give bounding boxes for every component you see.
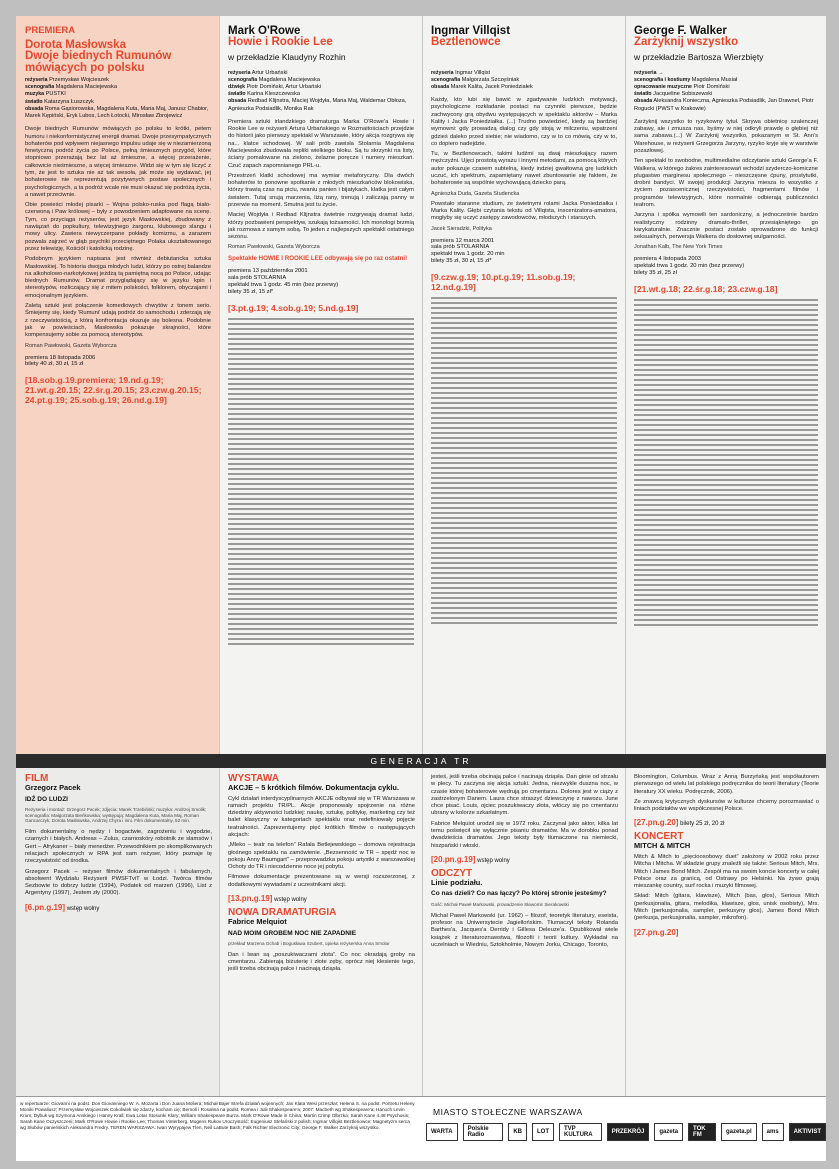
logo-przekroj: PRZEKRÓJ	[607, 1123, 650, 1141]
lower-column-odczyt	[422, 768, 625, 1096]
review-source: Agnieszka Duda, Gazeta Studencka	[431, 190, 520, 197]
play-description: Każdy, kto lubi się bawić w zgadywanie ludzkich motywacji, psychologiczne rozkładanie postaci na czynniki pierwsze, będzie zachwycony grą obydwu występujących w spektaklu aktorów – Marka Kality i Jacka Poniedziałka. (...) Trudno powiedzieć, kiedy są bardziej wymowni: gdy prowadzą dialog czy gdy stoją w milczeniu, wpatrzeni gdzieś daleko przed siebie; nie wiadomo, czy w to co mówią, czy w to, co dopiero nadejdzie. Tu, w Beztlenowcach, takimi ludźmi są dwaj mieszkający razem mężczyźni. Ujęci prostotą wyrazu i innymi metodami, za pomocą których autor pokazuje czasem subtelną, kiedy indziej gwałtowną grę ludzkich uczuć, ich spektrum, zapamiętany nawet zbuntowanie się faktem, że bohaterowie są wspólnie wychowującą dziecko parą.	[431, 97, 617, 187]
event-date: [6.pn.g.19] wstęp wolny	[25, 902, 100, 912]
column-beztlenowce	[422, 16, 625, 754]
event-credits: Reżyseria i montaż: Grzegorz Pacek; zdjęcia: Marek Trzebiński; muzyka: Andrzej Smolik; scenografia: Małgorzata Bieńkowska; występują: Magdalena Kuta, Maria Maj, Roman Gancarczyk, Dorota Masłowska, Andrzej Chyra i inni. Film dokumentalny, 52 min.	[25, 807, 207, 824]
credits: reżyseria → scenografia i kostiumy Magdalena Musiał opracowanie muzyczne Piotr Domiński światło Jacqueline Sobiszewski obsada Aleksandra Konieczna, Agnieszka Podsiadlik, Jan Drawnel, Piotr Rogucki (PWST w Krakowie)	[634, 69, 814, 112]
column-howie	[219, 16, 422, 754]
generation-tr-bar: GENERACJA TR	[16, 754, 826, 768]
column-zarzyknij	[625, 16, 826, 754]
play-author: Ingmar Villqist	[431, 25, 511, 37]
performance-info: premiera 4 listopada 2003 spektakl trwa 1 godz. 20 min (bez przerwy) bilety 35 zł, 25 zł	[634, 256, 745, 277]
section-kicker: PREMIERA	[25, 25, 76, 36]
logo-tvp-kultura: TVP KULTURA	[559, 1123, 602, 1141]
logo-warta: WARTA	[426, 1123, 458, 1141]
sponsor-logos	[426, 1123, 826, 1141]
event-head: AKCJE – 5 krótkich filmów. Dokumentacja cyklu.	[228, 783, 399, 792]
event-description: jesteś, jeśli trzeba obcinają palce i nacinają dziąsła. Dan ginie od strzału w plecy. Tu zaczyna się akcja sztuki. Jedna, niezwykle duszna noc, w czasie której bohaterowie wędrują po cmentarzu. Dolores jest w ciąży z zastrzelonym Danem. Laura chce straszyć dziewczynę z nawozu. June chce pisać. Louis, ojciec poszukiwaczy złota, włóczy się po cmentarzu ubrany w kolorze szkarłatnym. Fabrice Melquiot urodził się w 1972 roku. Zaczynał jako aktor, kilka lat temu poświęcił się wyłącznie pisaniu dramatów. Ma w dorobku ponad dwadzieścia dramatów. Jego teksty były tłumaczone na niemiecki, hiszpański i włoski.	[431, 774, 618, 849]
lower-column-koncert	[625, 768, 826, 1096]
logo-tok-fm: TOK FM	[688, 1123, 716, 1141]
play-author: Mark O'Rowe	[228, 25, 301, 37]
performance-dates: [3.pt.g.19; 4.sob.g.19; 5.nd.g.19]	[228, 302, 359, 313]
review-source: Roman Pawłowski, Gazeta Wyborcza	[25, 342, 117, 349]
hatched-area	[431, 297, 617, 627]
logo-gazeta-pl: gazeta.pl	[721, 1123, 757, 1141]
event-subhead: IDŹ DO LUDZI	[25, 795, 68, 803]
play-title: Howie i Rookie Lee	[228, 36, 333, 48]
logo-gazeta: gazeta	[654, 1123, 683, 1141]
event-description-2: Mitch & Mitch to „pięcioosobowy duet” założony w 2002 roku przez Mitcha i Mitcha. W składzie grupy znaleźli się także: Serious Mitch, Mrs. Mitch i James Bond Mitch. Zespół ma na swoim koncie koncerty w całej Polsce oraz za granicą, od Ostrawy po Helsinki. Na żywo grają mieszankę country, surf rocka i muzyki filmowej. Skład: Mitch (gitara, klawisze), Mitch (bas, głos), Serious Mitch (perkusjonalia, gitara, melodika, klawisze, głos, unisk osobisty), Mrs. Mitch (perkusjonalia, sampler, perkusyny głos), James Bond Mitch (perkusja, perkusjonalia, sampler, mikrofon).	[634, 853, 819, 922]
hatched-area	[634, 299, 818, 629]
play-description: Premiera sztuki irlandzkiego dramaturga Marka O'Rowe'a Howie i Rookie Lee w reżyserii Artura Urbańskiego w Rozmaitościach przejdzie do historii jako pierwszy spektakl w Warszawie, który akcja rozgrywa się na... klatce schodowej. W sali prób zawisła Stolarnia Magdalena Maciejewska zbudowała repliki wielkiego bloku. Są tu skrzynki na listy, ściany pomalowane na zielono, żelazne poręcze i numery mieszkań. Czuć zapach zapomnianego PRL-u. Przestrzeń klatki schodowej ma wymiar metaforyczny. Dla dwóch bohaterów to ponowne spotkanie z młodych mieszkańców blokowiska, którzy trawią czas na piciu, rwaniu panien i bijatykach, klatka jest całym światem. Tutaj snują marzenia, liżą rany, trenują i zaliczają panny w przerwie na moment. Smutna jest tu życie. Maciej Wojdyła i Redbad Klijnstra świetnie rozgrywają dramat ludzi, którzy pozbawieni perspektyw, szukają tożsamości. Ich monologi brzmią jak rozmowa z samym sobą. To jeden z najlepszych spektakli ostatniego sezonu.	[228, 118, 414, 241]
section-kicker-2: ODCZYT	[431, 867, 473, 879]
credits: reżyseria Artur Urbański scenografia Magdalena Maciejewska dźwięk Piotr Domiński, Artur Urbański światło Karina Kleszczewska obsada Redbad Klijnstra, Maciej Wojdyła, Maria Maj, Waldemar Obłoza, Agnieszka Podsiadlik, Monika Rak	[228, 69, 407, 112]
logo-kb: KB	[508, 1123, 527, 1141]
section-kicker-2: KONCERT	[634, 831, 684, 843]
play-description-2: Powstało staranne studium, ze świetnymi rolami Jacka Poniedziałka i Marka Kality. Głębi czytania tekstu od Villqista, inscenizatora-amatora, mogłyby się uczyć zastępy zawodowców, młodszych i starszych.	[431, 200, 617, 222]
credits: reżyseria Ingmar Villqist scenografia Małgorzata Szczęśniak obsada Marek Kalita, Jacek Poniedziałek	[431, 69, 533, 90]
section-kicker: FILM	[25, 773, 49, 784]
performance-dates: [18.sob.g.19.premiera; 19.nd.g.19; 21.wt.g.20.15; 22.śr.g.20.15; 23.czw.g.20.15; 24.pt.g.19; 25.sob.g.19; 26.nd.g.19]	[25, 375, 202, 406]
event-credits-2: Gość: Michał Paweł Markowski, prowadzenie Sławomir Sierakowski	[431, 901, 569, 907]
event-date: [20.pn.g.19] wstęp wolny	[431, 854, 510, 864]
event-description-2: Michał Paweł Markowski (ur. 1962) – filozof, teoretyk literatury, eseista, profesor na Uniwersytecie Jagiellońskim. Tłumaczył teksty Rolanda Barthes'a, Jacques'a Derridy i Gillesa Deleuze'a. Opublikował wiele książek z literaturoznawstwa, filozofii i teorii kultury. Wykładał na uczelniach w Wiedniu, Sztokholmie, Nowym Jorku, Chicago, Toronto,	[431, 912, 618, 948]
logo-polskie-radio: Polskie Radio	[463, 1123, 504, 1141]
play-author: George F. Walker	[634, 25, 727, 37]
play-author: Dorota Masłowska	[25, 39, 126, 51]
patron-label: MIASTO STOŁECZNE WARSZAWA	[433, 1107, 583, 1117]
review-source: Roman Pawłowski, Gazeta Wyborcza	[228, 244, 320, 251]
event-date-2: [27.pn.g.20]	[634, 927, 679, 937]
last-shows-notice: Spektakle HOWIE I ROOKIE LEE odbywają się po raz ostatni!	[228, 255, 408, 263]
event-subhead-2: Co nas dzieli? Co nas łączy? Po której stronie jesteśmy?	[431, 890, 607, 898]
event-description-2: Dan i Iwan są „poszukiwaczami złota”. Co noc okradają groby na cmentarzu. Zabierają biżuterię i złote zęby, oprócz niej klesienie tego, jeśli trzeba obcinają palce i nacinają dziąsła.	[228, 951, 415, 973]
logo-lot: LOT	[532, 1123, 554, 1141]
poster	[16, 16, 826, 1161]
play-title: Zarżyknij wszystko	[634, 36, 739, 48]
event-description: Bloomington, Columbus. Wraz z Anną Burzyńską jest współautorem pierwszego od wielu lat polskiego podręcznika do teorii literatury (Teorie literatury XX wieku. Podręcznik, 2006). Ze znawcą krytycznych dyskursów w kulturze chcemy porozmawiać o liniach podziałów we współczesnej Polsce.	[634, 774, 819, 813]
translator	[431, 52, 617, 62]
footer	[16, 1096, 826, 1161]
column-premiera	[16, 16, 219, 754]
event-description: Cykl działań interdyscyplinarnych AKCJE odbywał się w TR Warszawa w ramach projektu TR/PL. Akcje proponowały spojrzenie na różne dziedziny aktywności ludzkiej: naukę, sztukę, politykę, marketing czy też balet klasyczny w kategoriach spektaklu oraz redefiniowały pojęcie teatralności. Zaprezentujemy pięć krótkich filmów o następujących akcjach: „Mleko – teatr na telefon” Rafała Betlejewskiego – domowa rejestracja głośnego spektaklu na zamówienie. „Bezsenność w TR – spędź noc w pokoju Anny Baumgart” – przeprowadzka pokoju artystki z warszawskiej Ochoty do TR i niecodzienne noce jej pobytu. Filmowe dokumentacje prezentowane są w wersji rozszerzonej, z dodatkowymi wywiadami z uczestnikami akcji.	[228, 795, 415, 888]
performance-dates: [9.czw.g.19; 10.pt.g.19; 11.sob.g.19; 12.nd.g.19]	[431, 271, 576, 292]
review-source: Jonathan Kalb, The New York Times	[634, 244, 723, 251]
event-head-2: Linie podziału.	[431, 877, 483, 887]
translator: w przekładzie Klaudyny Rozhin	[228, 51, 346, 62]
section-kicker: WYSTAWA	[228, 773, 279, 784]
section-kicker-2: NOWA DRAMATURGIA	[228, 907, 337, 919]
repertoire-note: w repertuarze: Giovanni na podst. Don Giovanniego W. A. Mozarta i Don Juana Moliera; Michał Bajer Strefa działań wojennych; Jan Klata Wesi przeszła!; Helena S. na podst. Portretu Heleny Moniki Powaliusz; Przemysław Wojcieszek Cokolwiek się zdarzy, kocham cię; Bernoli i Rosalina na podst. Romea i Julii Shakespeare'a; 2007: Macbeth wg Shakespeare'a; Hanoch Levin Krum; Dybuk wg Szymona Anskiego i Hanny Krall; Ewa Lotar Stosunki Klary; William Shakespeare Burza. Mark O'Rowe Made in China; Martin Crimp Olbrzka; Sarah Kane 4.48 Psychosis; Sarah Kane Oczyszczeni; Mark O'Rowe Howie i Rookie Lee; Thomas Vinterberg, Mogens Rukov Uroczystość; Eugeniusz Stefański 2 polish; Ingmar Villqist Beztlenowce; Magnetyzm serca wg Słubów panieńskich Aleksandra Fredry. TEREN WARSZAWA: Iwan Wyrypajew Tlen, Neil LaBute Bash; Falk Richter Electronic City; George F. Walker Zarżyknij wszystko.	[20, 1101, 415, 1131]
credits: reżyseria Przemysław Wojcieszek scenografia Magdalena Maciejewska muzyka PUSTKI światło Katarzyna Łuszczyk obsada Roma Gąsiorowska, Magdalena Kuta, Maria Maj, Janusz Chabior, Marek Kępiński, Eryk Lubos, Lech Łotocki, Mirosław Zbrojewicz	[25, 77, 209, 120]
event-head-2: MITCH & MITCH	[634, 841, 691, 851]
event-date: [27.pn.g.20] bilety 25 zł, 20 zł	[634, 818, 725, 828]
hatched-area	[228, 318, 414, 648]
event-subhead-2: NAD MOIM GROBEM NOC NIE ZAPADNIE	[228, 929, 357, 937]
logo-aktivist: AKTIVIST	[789, 1123, 826, 1141]
event-head-2: Fabrice Melquiot	[228, 917, 287, 927]
performance-info: premiera 18 listopada 2006 bilety 40 zł, 30 zł, 15 zł	[25, 354, 96, 368]
play-description: Dwoje biednych Rumunów mówiących po polsku to krótki, petem humoru i niekonformistycznej energii dramat. Dwoje przesympatycznych bohaterów pod wpływem niejasnego impulsu udaje się w niezamierzoną fenetyczną podróż życia po Polsce, pełną śmiesznych przygód, które stopniowo przerażają bez lat aż śmieszne, a więcej przerażenie, całkowicie nieśmieszne, a więcej śmieszne. Widzi się w tym się liczyć z tym, że jest to sztuka nie aż tak wesoła, jak może się wydawać, jej bohaterowie nie reprezentują pozytywnych postaw społecznych i psychologicznych, a ta podróż wcale nie musi okazać się podróżą życia, a nawet przeciwnie. Obie powieści młodej pisarki – Wojna polsko-ruska pod flagą biało-czerwoną i Paw królowej – były z powodzeniem adaptowane na scenę. Tym, co przyciąga reżyserów, jest język Masłowskiej, zbudowany z nawiązań do popkultury, telewizyjnego żargonu, klubowego slangu i mowy ulicy. Zawiera niewyczerpane pokłady komizmu, a zarazem pozwala zajrzeć w głąb psychiki przeciętnego Polaka ukształtowanego przez telewizję, Kościół i katolicką rodzinę. Podobnym językiem napisana jest również debiutancka sztuka Masłowskiej. To historia dwojga młodych ludzi, którzy po ostrej balandze na alkoholowo-narkotykowej jeżdżą tą pamiętną nocą po Polsce, udając biednych Rumunów. Dramat przyglądający się w języku kpin i stereotypów, rozliczający się z mitem polskości, folklorem, obyczajami i emocjonalnym językiem. Zaletą sztuki jest połączenie komediowych chwytów z tonem serio. Śmiejemy się, kiedy 'Rumuni' udają podróż do samochodu i zderzają się z rzeczywistością, z którą konfrontacja okazuje się bolesna. Podobnie jak w powieściach, Masłowska pokazuje skrajności, które kompensujemy sobie za pomocą stereotypów.	[25, 126, 211, 339]
review-source-2: Jacek Sieradzki, Polityka	[431, 225, 492, 232]
event-date: [13.pn.g.19] wstęp wolny	[228, 894, 307, 904]
performance-info: premiera 12 marca 2001 sala prób STOLARNIA spektakl trwa 1 godz. 20 min bilety 35 zł, 30 zł, 15 zł*	[431, 237, 505, 264]
event-credits-2: przekład Marzena Ochab i Bogusława Szubert, opieka reżyserska Anna Smolar	[228, 941, 390, 947]
lower-column-film	[16, 768, 219, 1096]
event-head: Grzegorz Pacek	[25, 783, 81, 792]
play-description: Zarżyknij wszystko to ryzykowny tytuł. Skrywa obietnicę szalenczej zabawy, ale i zmusza nas, byśmy w niej odkryli prawdę o głębiej niż sama zabawa.(...) W Zarżyknij wszystko, pokazanym w St. Ann's Warehouse, w reżyserii Grzegorza Jarzyny, ryzyko kryje się w warstwie pozazłowej. Ten spektakl to swobodne, multimedialne odczytanie sztuki George'a F. Walkera, w którego żakres zainteresowań wchodzi szyderczo-komiczne plugastwo marginesu społecznego – nieszczęsne ćpuny, prostytutki, drobni bandyci. W swojej produkcji Jarzyna miesza to wszystko z życiem pozascenicznej rzeczywistości, fragmentami filmów i programów telewizyjnych, które normalnie odbierają publiczności teatrom. Jarzyna i spółka wymowili ten sardoniczny, a jednocześnie bardzo realistyczny rodzinny dramato-thriller, przesiąkniętego go karykaturalnie. Znacznie postaci zostało sprowadzone do funkcji seksualnych, perwersja Walkera do dosłownej wulgarności.	[634, 118, 818, 241]
translator: w przekładzie Bartosza Wierzbięty	[634, 51, 764, 62]
play-title: Beztlenowce	[431, 36, 501, 48]
lower-column-wystawa	[219, 768, 422, 1096]
event-description: Film dokumentalny o nędzy i bogactwie, zagrożeniu i wygodzie, czarnych i białych. Andreas – Zulus, czarnoskóry robotnik ze slamsów i Gert – Afrykaner – biały menedżer. Przewodnikiem po skomplikowanych relacjach społecznych w RPA jest sam reżyser, który poznaje tę rzeczywistość od środka. Grzegorz Pacek – reżyser filmów dokumentalnych i fabularnych, absolwent Wydziału Reżyserii PWSFTviT w Łodzi. Twórca filmów Sezbowie to dobrzy ludzie (1994), Podatek od marzeń (1996), List z Argentyny (1997), Jestem zły (2000).	[25, 829, 212, 897]
performance-dates: [21.wt.g.18; 22.śr.g.18; 23.czw.g.18]	[634, 283, 778, 294]
performance-info: premiera 13 października 2001 sala prób STOLARNIA spektakl trwa 1 godz. 45 min (bez przerwy) bilety 35 zł, 15 zł*	[228, 268, 339, 295]
logo-ams: ams	[762, 1123, 784, 1141]
play-title: Dwoje biednych Rumunów mówiących po polsku	[25, 50, 172, 74]
